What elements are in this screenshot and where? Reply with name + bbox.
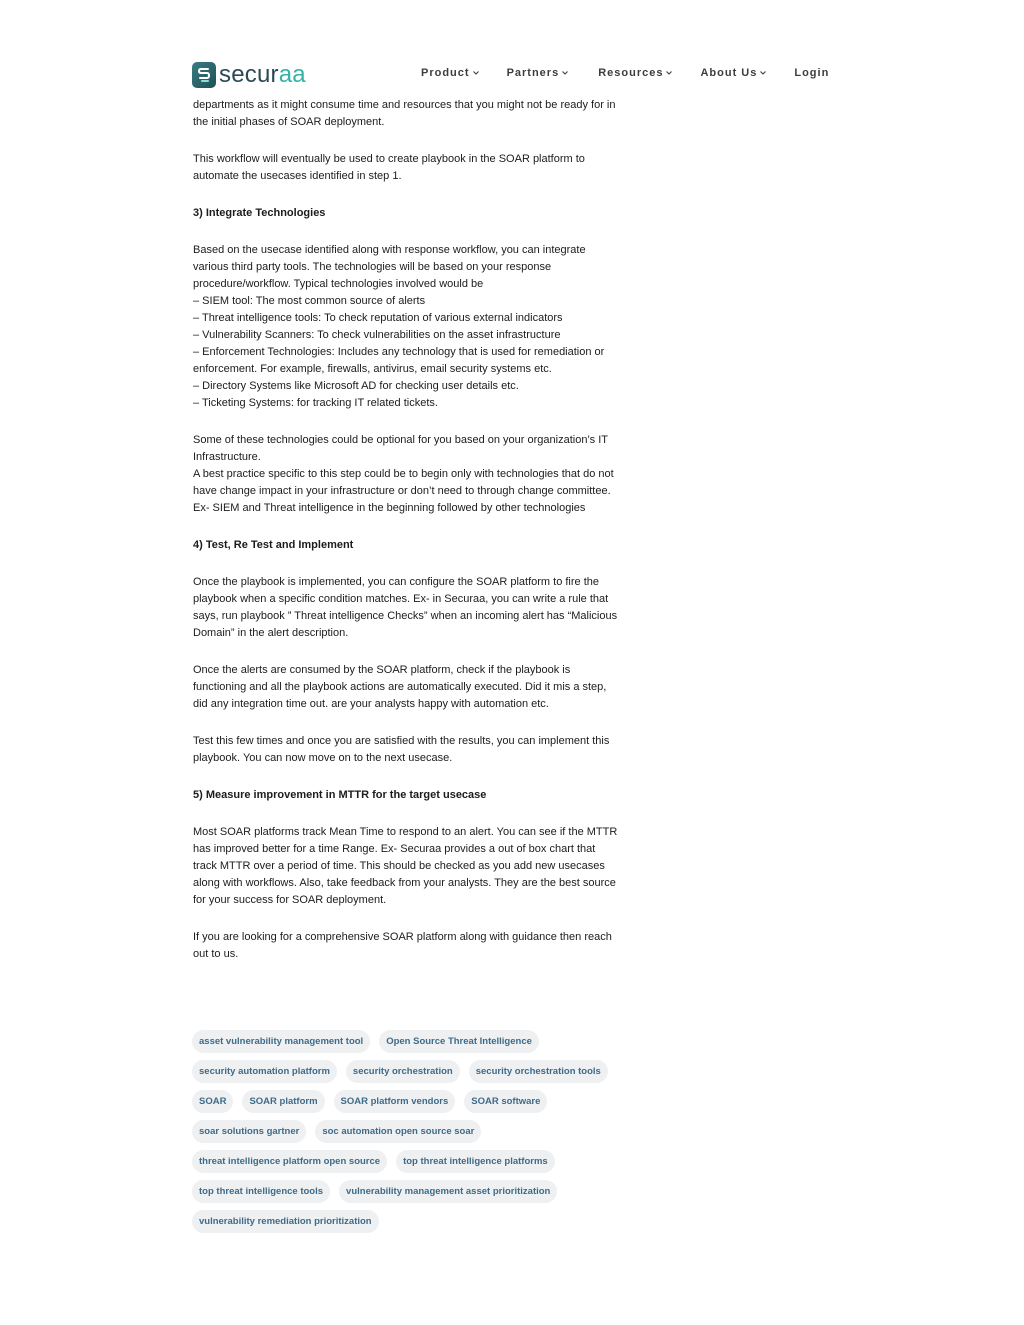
tag-link[interactable]: top threat intelligence tools [192,1180,330,1203]
article-body [193,97,618,983]
section-heading-test: 4) Test, Re Test and Implement [193,539,354,551]
technology-list-item: – Vulnerability Scanners: To check vulnerabilities on the asset infrastructure [193,329,561,341]
section-heading-measure: 5) Measure improvement in MTTR for the target usecase [193,789,487,801]
tag-link[interactable]: soc automation open source soar [315,1120,481,1143]
article-paragraph: Test this few times and once you are satisfied with the results, you can implement this playbook. You can now move on to the next usecase. [193,735,610,764]
tag-row [192,1090,622,1113]
technology-list-item: – Ticketing Systems: for tracking IT related tickets. [193,397,438,409]
article-paragraph: Once the alerts are consumed by the SOAR platform, check if the playbook is functioning and all the playbook actions are automatically executed. Did it mis a step, did any integration time out. are your analysts happy with automation etc. [193,664,607,710]
optional-text-1: Some of these technologies could be optional for you based on your organization’s IT Infrastructure. [193,434,608,463]
tag-link[interactable]: security orchestration tools [469,1060,608,1083]
technology-list-item: – Directory Systems like Microsoft AD for checking user details etc. [193,380,519,392]
technology-list-item: – Threat intelligence tools: To check reputation of various external indicators [193,312,563,324]
tag-link[interactable]: SOAR platform [242,1090,324,1113]
nav-login-label: Login [794,67,830,79]
tag-link[interactable]: vulnerability management asset prioritization [339,1180,557,1203]
nav-about-us[interactable] [700,67,766,79]
chevron-down-icon [666,71,672,75]
nav-partners-label: Partners [506,67,560,79]
article-paragraph: departments as it might consume time and resources that you might not be ready for in the initial phases of SOAR deployment. [193,99,616,128]
optional-text-2: A best practice specific to this step could be to begin only with technologies that do not have change impact in your infrastructure or don’t need to through change committee. Ex- SIEM and Threat intelligence in the beginning followed by other technologies [193,468,614,514]
chevron-down-icon [562,71,568,75]
nav-resources[interactable] [598,67,672,79]
logo-text: securaa [219,61,306,88]
tag-link[interactable]: vulnerability remediation prioritization [192,1210,379,1233]
article-paragraph: Once the playbook is implemented, you can configure the SOAR platform to fire the playbook when a specific condition matches. Ex- in Securaa, you can write a rule that says, run playbook ” Threat intelligence Checks” when an incoming alert has “Malicious Domain” in the alert description. [193,576,618,639]
tag-row [192,1060,622,1083]
tag-row [192,1150,622,1173]
technologies-intro: Based on the usecase identified along with response workflow, you can integrate various third party tools. The technologies will be based on your response procedure/workflow. Typical technologies involved would be [193,244,586,290]
chevron-down-icon [473,71,479,75]
nav-login[interactable] [794,67,829,79]
nav-resources-label: Resources [598,67,664,79]
article-paragraph-technologies [193,242,618,412]
technology-list-item: – SIEM tool: The most common source of alerts [193,295,426,307]
technology-list-item: – Enforcement Technologies: Includes any technology that is used for remediation or enforcement. For example, firewalls, antivirus, email security systems etc. [193,346,605,375]
nav-product-label: Product [421,67,470,79]
tag-row [192,1180,622,1203]
article-paragraph: Most SOAR platforms track Mean Time to respond to an alert. You can see if the MTTR has improved better for a time Range. Ex- Securaa provides a out of box chart that track MTTR over a period of time. This should be checked as you add new usecases along with workflows. Also, take feedback from your analysts. They are the best source for your success for SOAR deployment. [193,826,618,906]
securaa-logo-icon [192,62,216,88]
article-paragraph: This workflow will eventually be used to create playbook in the SOAR platform to automate the usecases identified in step 1. [193,153,585,182]
tag-link[interactable]: threat intelligence platform open source [192,1150,387,1173]
article-paragraph-optional [193,432,618,517]
nav-product[interactable] [421,67,479,79]
section-heading-integrate: 3) Integrate Technologies [193,207,326,219]
tag-link[interactable]: security automation platform [192,1060,337,1083]
tag-row [192,1030,622,1053]
tag-row [192,1210,622,1233]
tag-row [192,1120,622,1143]
nav-partners[interactable] [507,67,569,79]
main-nav [421,67,829,79]
tag-cloud [192,1030,622,1240]
tag-link[interactable]: security orchestration [346,1060,460,1083]
chevron-down-icon [760,71,766,75]
tag-link[interactable]: SOAR software [464,1090,547,1113]
nav-about-us-label: About Us [700,67,758,79]
site-header [0,0,1024,92]
tag-link[interactable]: asset vulnerability management tool [192,1030,370,1053]
tag-link[interactable]: SOAR [192,1090,233,1113]
tag-link[interactable]: soar solutions gartner [192,1120,306,1143]
tag-link[interactable]: top threat intelligence platforms [396,1150,555,1173]
tag-link[interactable]: Open Source Threat Intelligence [379,1030,539,1053]
securaa-logo[interactable] [192,61,306,89]
article-paragraph-closing: If you are looking for a comprehensive SOAR platform along with guidance then reach out to us. [193,931,612,960]
tag-link[interactable]: SOAR platform vendors [334,1090,456,1113]
